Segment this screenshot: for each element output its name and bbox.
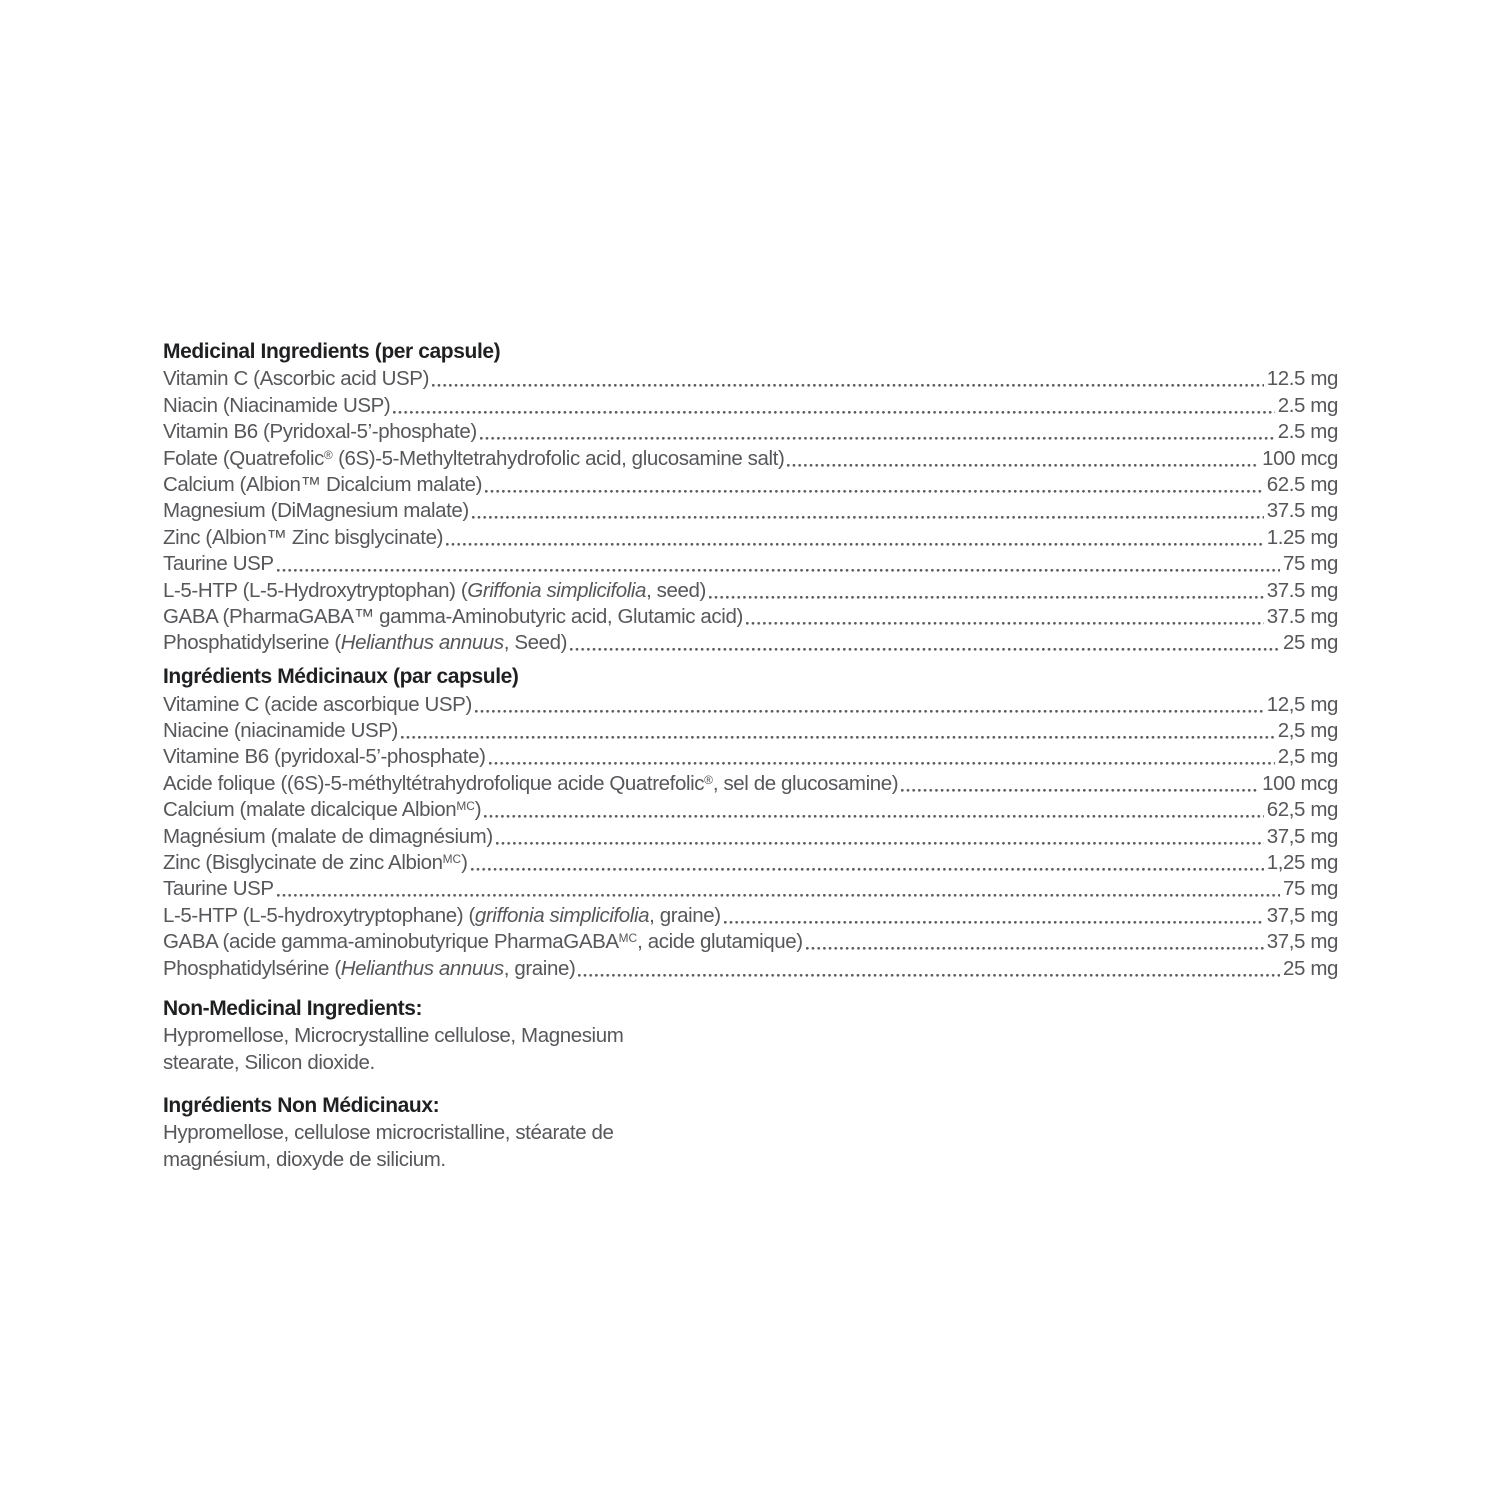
ingredient-row — [163, 822, 1338, 848]
ingredient-amount: 2.5 mg — [1277, 393, 1338, 417]
ingredient-row — [163, 497, 1338, 523]
dot-leader — [496, 842, 1264, 845]
dot-leader — [480, 437, 1275, 440]
dot-leader — [472, 516, 1264, 519]
ingredient-amount: 37,5 mg — [1266, 824, 1338, 848]
dot-leader — [471, 868, 1264, 871]
ingredient-name: Magnésium (malate de dimagnésium) — [163, 824, 493, 848]
ingredient-name: Zinc (Bisglycinate de zinc Albion$^{MC}$) — [163, 851, 468, 875]
dot-leader — [485, 490, 1264, 493]
supplement-facts-panel — [163, 338, 1338, 1173]
ingredient-name: L-5-HTP (L-5-Hydroxytryptophan) (Griffonia simplicifolia, seed) — [163, 578, 706, 602]
ingredient-row — [163, 954, 1338, 980]
ingredient-row — [163, 796, 1338, 822]
ingredient-amount: 25 mg — [1283, 631, 1338, 655]
ingredient-name: Niacine (niacinamide USP) — [163, 719, 398, 743]
ingredient-row — [163, 928, 1338, 954]
ingredient-amount: 37.5 mg — [1266, 578, 1338, 602]
medicinal-ingredients-fr-list — [163, 690, 1338, 980]
non-medicinal-ingredients-en-section — [163, 995, 1338, 1076]
dot-leader — [570, 648, 1280, 651]
ingredient-name: Acide folique ((6S)-5-méthyltétrahydrofolique acide Quatrefolic®, sel de glucosamine) — [163, 771, 899, 795]
non-medicinal-ingredients-fr-body: Hypromellose, cellulose microcristalline, stéarate de magnésium, dioxyde de silicium. — [163, 1120, 614, 1171]
medicinal-ingredients-en-list — [163, 365, 1338, 655]
ingredient-name: Vitamin B6 (Pyridoxal-5’-phosphate) — [163, 420, 477, 444]
dot-leader — [489, 762, 1275, 765]
ingredient-row — [163, 603, 1338, 629]
dot-leader — [901, 789, 1259, 792]
ingredient-name: Taurine USP — [163, 877, 274, 901]
ingredient-name: Niacin (Niacinamide USP) — [163, 393, 391, 417]
non-medicinal-ingredients-fr-heading: Ingrédients Non Médicinaux: — [163, 1093, 440, 1117]
dot-leader — [709, 596, 1264, 599]
dot-leader — [746, 622, 1264, 625]
ingredient-amount: 12,5 mg — [1266, 692, 1338, 716]
ingredient-row — [163, 769, 1338, 795]
ingredient-name: Vitamin C (Ascorbic acid USP) — [163, 367, 429, 391]
ingredient-name: GABA (PharmaGABA™ gamma-Aminobutyric acid, Glutamic acid) — [163, 604, 743, 628]
ingredient-row — [163, 875, 1338, 901]
ingredient-row — [163, 849, 1338, 875]
dot-leader — [475, 710, 1264, 713]
medicinal-ingredients-en-section — [163, 338, 1338, 655]
ingredient-amount: 37.5 mg — [1266, 604, 1338, 628]
non-medicinal-ingredients-fr-section — [163, 1092, 1338, 1173]
ingredient-amount: 25 mg — [1283, 956, 1338, 980]
ingredient-name: Phosphatidylsérine (Helianthus annuus, graine) — [163, 956, 576, 980]
dot-leader — [393, 411, 1274, 414]
ingredient-row — [163, 629, 1338, 655]
dot-leader — [432, 384, 1264, 387]
ingredient-row — [163, 717, 1338, 743]
ingredient-row — [163, 523, 1338, 549]
ingredient-row — [163, 576, 1338, 602]
ingredient-amount: 1.25 mg — [1266, 525, 1338, 549]
dot-leader — [724, 921, 1264, 924]
ingredient-amount: 62,5 mg — [1266, 798, 1338, 822]
ingredient-row — [163, 901, 1338, 927]
ingredient-amount: 62.5 mg — [1266, 472, 1338, 496]
ingredient-amount: 37,5 mg — [1266, 903, 1338, 927]
ingredient-row — [163, 471, 1338, 497]
ingredient-row — [163, 418, 1338, 444]
ingredient-name: GABA (acide gamma-aminobutyrique PharmaGABA$^{MC}$, acide glutamique) — [163, 930, 803, 954]
ingredient-name: Taurine USP — [163, 552, 274, 576]
ingredient-name: Vitamine C (acide ascorbique USP) — [163, 692, 472, 716]
ingredient-row — [163, 391, 1338, 417]
ingredient-amount: 2,5 mg — [1277, 745, 1338, 769]
ingredient-amount: 12.5 mg — [1266, 367, 1338, 391]
non-medicinal-ingredients-en-body: Hypromellose, Microcrystalline cellulose, Magnesium stearate, Silicon dioxide. — [163, 1023, 624, 1074]
dot-leader — [484, 815, 1264, 818]
dot-leader — [806, 947, 1264, 950]
medicinal-ingredients-en-heading: Medicinal Ingredients (per capsule) — [163, 340, 501, 363]
ingredient-amount: 1,25 mg — [1266, 851, 1338, 875]
ingredient-amount: 2,5 mg — [1277, 719, 1338, 743]
ingredient-row — [163, 743, 1338, 769]
dot-leader — [401, 736, 1275, 739]
ingredient-name: Calcium (Albion™ Dicalcium malate) — [163, 472, 483, 496]
dot-leader — [578, 974, 1280, 977]
medicinal-ingredients-fr-section — [163, 663, 1338, 980]
medicinal-ingredients-fr-heading: Ingrédients Médicinaux (par capsule) — [163, 665, 519, 689]
ingredient-row — [163, 444, 1338, 470]
ingredient-row — [163, 550, 1338, 576]
ingredient-amount: 37,5 mg — [1266, 930, 1338, 954]
ingredient-name: Zinc (Albion™ Zinc bisglycinate) — [163, 525, 443, 549]
ingredient-amount: 2.5 mg — [1277, 420, 1338, 444]
ingredient-name: L-5-HTP (L-5-hydroxytryptophane) (griffonia simplicifolia, graine) — [163, 903, 721, 927]
ingredient-row — [163, 690, 1338, 716]
non-medicinal-ingredients-en-heading: Non-Medicinal Ingredients: — [163, 996, 423, 1020]
dot-leader — [277, 894, 1280, 897]
ingredient-amount: 100 mcg — [1262, 446, 1338, 470]
ingredient-name: Magnesium (DiMagnesium malate) — [163, 499, 469, 523]
ingredient-amount: 37.5 mg — [1266, 499, 1338, 523]
ingredient-name: Folate (Quatrefolic® (6S)-5-Methyltetrahydrofolic acid, glucosamine salt) — [163, 446, 785, 470]
ingredient-amount: 100 mcg — [1262, 771, 1338, 795]
dot-leader — [277, 569, 1280, 572]
ingredient-name: Phosphatidylserine (Helianthus annuus, Seed) — [163, 631, 568, 655]
ingredient-name: Calcium (malate dicalcique Albion$^{MC}$) — [163, 798, 482, 822]
ingredient-amount: 75 mg — [1283, 552, 1338, 576]
dot-leader — [787, 464, 1259, 467]
ingredient-name: Vitamine B6 (pyridoxal-5’-phosphate) — [163, 745, 486, 769]
ingredient-row — [163, 365, 1338, 391]
ingredient-amount: 75 mg — [1283, 877, 1338, 901]
dot-leader — [446, 543, 1264, 546]
